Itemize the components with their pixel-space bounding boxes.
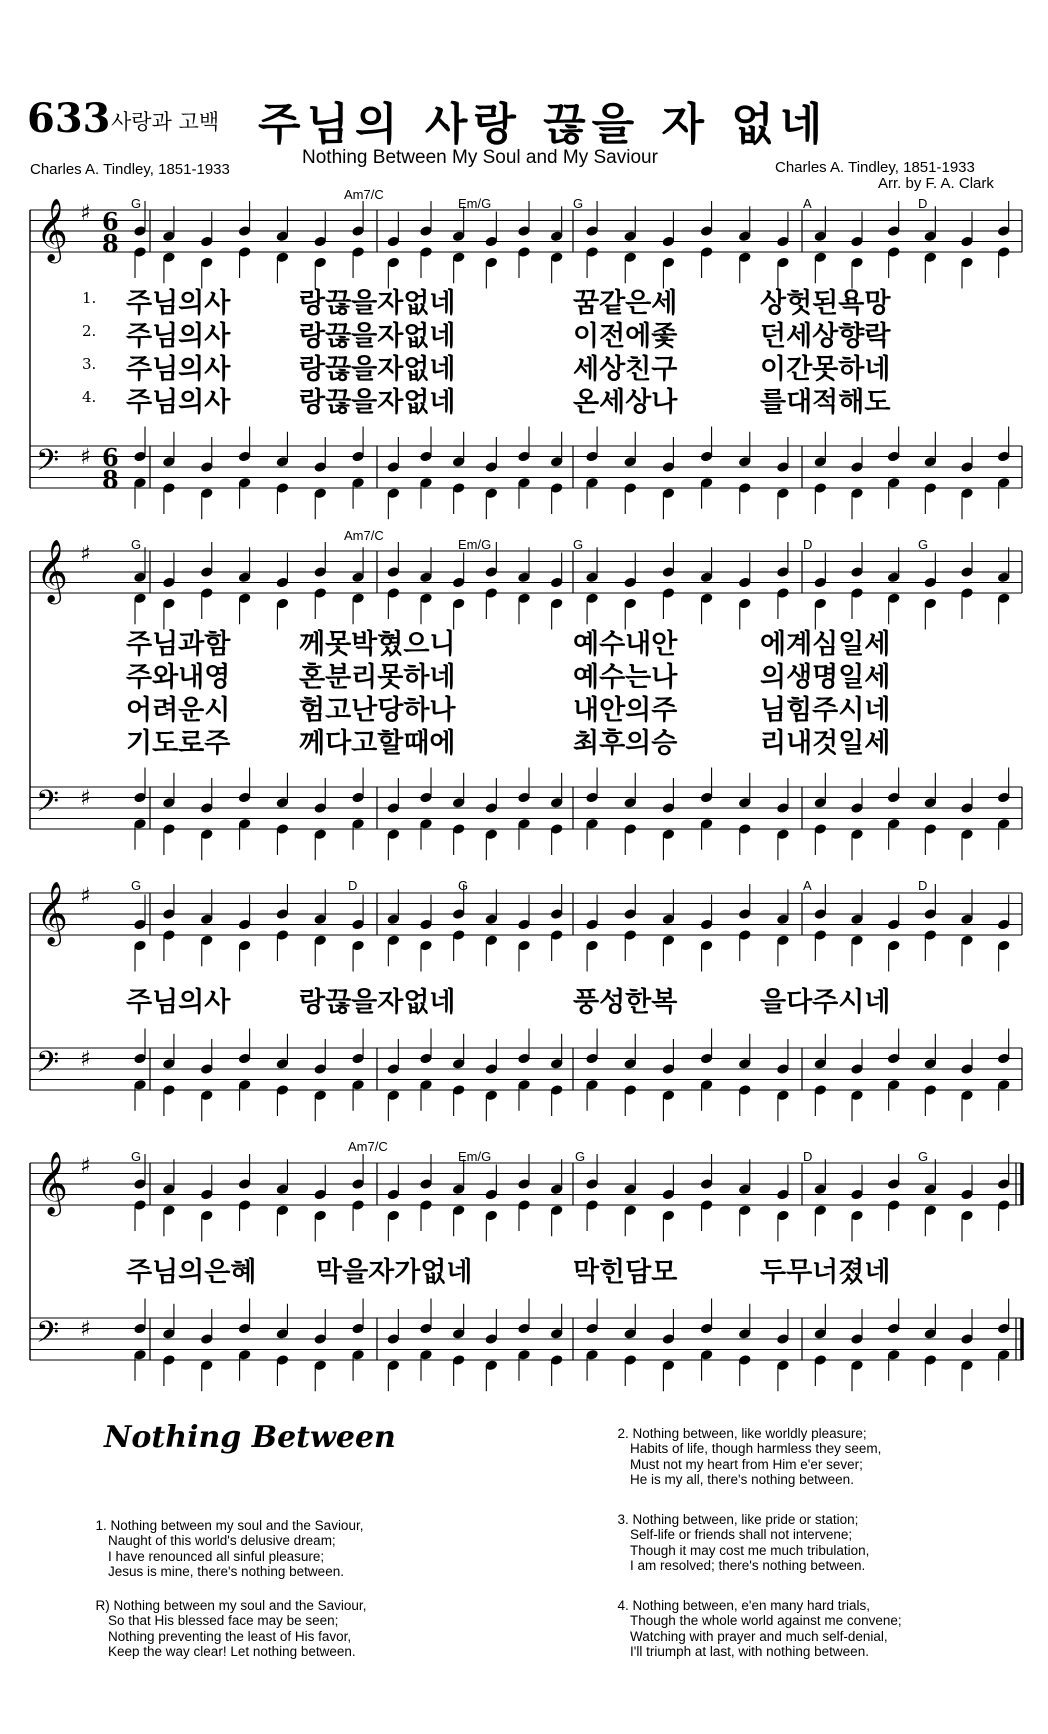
- lyric-segment: 주님의사: [126, 321, 231, 352]
- lyric-segment: 주와내영: [126, 662, 231, 693]
- key-sharp-icon: ♯: [80, 1154, 91, 1179]
- lyric-segment: 온세상나: [573, 387, 678, 418]
- stanza-line: Watching with prayer and much self-denial,: [630, 1628, 888, 1644]
- key-sharp-icon: ♯: [80, 1047, 91, 1072]
- stanza-line: He is my all, there's nothing between.: [630, 1472, 854, 1487]
- lyric-segment: 험고난당하나: [299, 695, 456, 726]
- chord-symbol: G: [573, 196, 584, 211]
- lyric-segment: 랑끊을자없네: [299, 987, 456, 1018]
- composer-credit: Charles A. Tindley, 1851-1933: [775, 159, 975, 176]
- bass-clef-icon: 𝄢: [36, 1046, 60, 1087]
- lyric-segment: 랑끊을자없네: [299, 387, 456, 418]
- stanza-line: Nothing between, like worldly pleasure;: [632, 1425, 867, 1441]
- lyric-segment: 께다고할때에: [299, 728, 456, 759]
- lyric-segment: 상헛된욕망: [760, 288, 891, 319]
- chord-symbol: G: [575, 1149, 586, 1164]
- treble-clef-icon: 𝄞: [36, 539, 68, 602]
- stanza-line: So that His blessed face may be seen;: [108, 1613, 339, 1628]
- hymn-number: 633: [27, 95, 111, 142]
- stanza-label: 4.: [617, 1597, 629, 1613]
- chord-symbol: G: [131, 196, 142, 211]
- time-signature-bottom: 8: [102, 229, 119, 258]
- lyric-segment: 예수는나: [573, 662, 678, 693]
- treble-clef-icon: 𝄞: [36, 1151, 68, 1214]
- stanza-line: Must not my heart from Him e'er sever;: [630, 1456, 863, 1472]
- lyric-segment: 랑끊을자없네: [299, 288, 456, 319]
- chord-symbol: Em/G: [458, 1149, 492, 1164]
- key-sharp-icon: ♯: [80, 542, 91, 567]
- lyric-segment: 혼분리못하네: [299, 662, 456, 693]
- stanza-line: Nothing between, e'en many hard trials,: [632, 1597, 871, 1613]
- chord-symbol: G: [918, 537, 929, 552]
- lyric-segment: 두무너졌네: [760, 1257, 891, 1288]
- chord-symbol: Am7/C: [344, 528, 384, 543]
- stanza-line: Keep the way clear! Let nothing between.: [108, 1644, 356, 1659]
- lyric-segment: 막을자가없네: [316, 1257, 473, 1288]
- lyric-segment: 에계심일세: [760, 629, 891, 660]
- lyric-segment: 의생명일세: [760, 662, 891, 693]
- english-title: Nothing Between My Soul and My Saviour: [302, 147, 658, 168]
- lyric-segment: 리내것일세: [760, 728, 891, 759]
- english-stanza: [610, 1496, 869, 1574]
- english-stanza: [610, 1410, 881, 1488]
- lyric-segment: 을다주시네: [760, 987, 891, 1018]
- key-sharp-icon: ♯: [80, 445, 91, 470]
- stanza-line: Self-life or friends shall not intervene;: [630, 1527, 853, 1542]
- chord-symbol: G: [131, 1149, 142, 1164]
- stanza-line: Naught of this world's delusive dream;: [108, 1533, 336, 1548]
- verse-number: 2.: [82, 322, 97, 340]
- chord-symbol: Am7/C: [344, 187, 384, 202]
- lyric-segment: 최후의승: [573, 728, 678, 759]
- verse-number: 3.: [82, 355, 97, 373]
- chord-symbol: G: [131, 878, 142, 893]
- lyric-segment: 님힘주시네: [760, 695, 891, 726]
- chord-symbol: D: [918, 878, 928, 893]
- lyric-segment: 를대적해도: [760, 387, 891, 418]
- bass-clef-icon: 𝄢: [36, 785, 60, 826]
- arranger-credit: Arr. by F. A. Clark: [878, 175, 994, 192]
- time-signature-bottom: 8: [102, 465, 119, 494]
- stanza-line: I'll triumph at last, with nothing between.: [630, 1644, 869, 1659]
- lyric-segment: 예수내안: [573, 629, 678, 660]
- stanza-line: Nothing between my soul and the Saviour,: [110, 1517, 364, 1533]
- english-stanza: [610, 1582, 902, 1660]
- lyric-segment: 기도로주: [126, 728, 231, 759]
- stanza-label: 3.: [617, 1511, 629, 1527]
- stanza-line: Nothing preventing the least of His favor,: [108, 1628, 352, 1644]
- lyric-segment: 주님의사: [126, 288, 231, 319]
- lyric-segment: 세상친구: [573, 354, 678, 385]
- stanza-line: Though the whole world against me convene;: [630, 1613, 902, 1628]
- time-signature-top: 6: [102, 207, 119, 236]
- chord-symbol: D: [803, 1149, 813, 1164]
- chord-symbol: D: [918, 196, 928, 211]
- lyric-segment: 이전에좇: [573, 321, 678, 352]
- lyric-segment: 내안의주: [573, 695, 678, 726]
- lyric-segment: 이간못하네: [760, 354, 891, 385]
- treble-clef-icon: 𝄞: [36, 198, 68, 261]
- lyric-segment: 던세상향락: [760, 321, 891, 352]
- stanza-line: Jesus is mine, there's nothing between.: [108, 1564, 344, 1579]
- stanza-label: 2.: [617, 1425, 629, 1441]
- stanza-line: I am resolved; there's nothing between.: [630, 1558, 866, 1573]
- key-sharp-icon: ♯: [80, 786, 91, 811]
- stanza-line: Though it may cost me much tribulation,: [630, 1542, 870, 1558]
- lyric-segment: 주님의은혜: [126, 1257, 257, 1288]
- chord-symbol: D: [348, 878, 358, 893]
- english-lyrics-heading: Nothing Between: [104, 1420, 396, 1455]
- stanza-line: Nothing between, like pride or station;: [632, 1511, 859, 1527]
- lyric-segment: 막힌담모: [573, 1257, 678, 1288]
- lyric-segment: 어려운시: [126, 695, 231, 726]
- lyric-segment: 주님의사: [126, 987, 231, 1018]
- key-sharp-icon: ♯: [80, 884, 91, 909]
- english-stanza: [88, 1502, 363, 1580]
- lyricist-credit: Charles A. Tindley, 1851-1933: [30, 161, 230, 178]
- stanza-label: 1.: [95, 1517, 107, 1533]
- chord-symbol: Em/G: [458, 196, 492, 211]
- stanza-line: Nothing between my soul and the Saviour,: [113, 1597, 367, 1613]
- chord-symbol: A: [803, 196, 812, 211]
- lyric-segment: 주님의사: [126, 354, 231, 385]
- lyric-segment: 랑끊을자없네: [299, 354, 456, 385]
- chord-symbol: G: [458, 878, 469, 893]
- verse-number: 4.: [82, 388, 97, 406]
- key-sharp-icon: ♯: [80, 201, 91, 226]
- lyric-segment: 주님의사: [126, 387, 231, 418]
- time-signature-top: 6: [102, 443, 119, 472]
- chord-symbol: Am7/C: [348, 1139, 388, 1154]
- treble-clef-icon: 𝄞: [36, 881, 68, 944]
- lyric-segment: 랑끊을자없네: [299, 321, 456, 352]
- verse-number: 1.: [82, 289, 97, 307]
- stanza-line: I have renounced all sinful pleasure;: [108, 1548, 325, 1564]
- chord-symbol: A: [803, 878, 812, 893]
- stanza-label: R): [95, 1597, 110, 1613]
- lyric-segment: 주님과함: [126, 629, 231, 660]
- english-refrain: [88, 1582, 366, 1660]
- korean-title: 주님의 사랑 끊을 자 없네: [258, 99, 829, 150]
- key-sharp-icon: ♯: [80, 1317, 91, 1342]
- chord-symbol: G: [918, 1149, 929, 1164]
- stanza-line: Habits of life, though harmless they seem,: [630, 1441, 882, 1456]
- chord-symbol: D: [803, 537, 813, 552]
- hymn-category: 사랑과 고백: [111, 110, 220, 134]
- chord-symbol: G: [573, 537, 584, 552]
- lyric-segment: 꿈같은세: [573, 288, 678, 319]
- chord-symbol: G: [131, 537, 142, 552]
- bass-clef-icon: 𝄢: [36, 1316, 60, 1357]
- bass-clef-icon: 𝄢: [36, 444, 60, 485]
- lyric-segment: 께못박혔으니: [299, 629, 456, 660]
- chord-symbol: Em/G: [458, 537, 492, 552]
- lyric-segment: 풍성한복: [573, 987, 678, 1018]
